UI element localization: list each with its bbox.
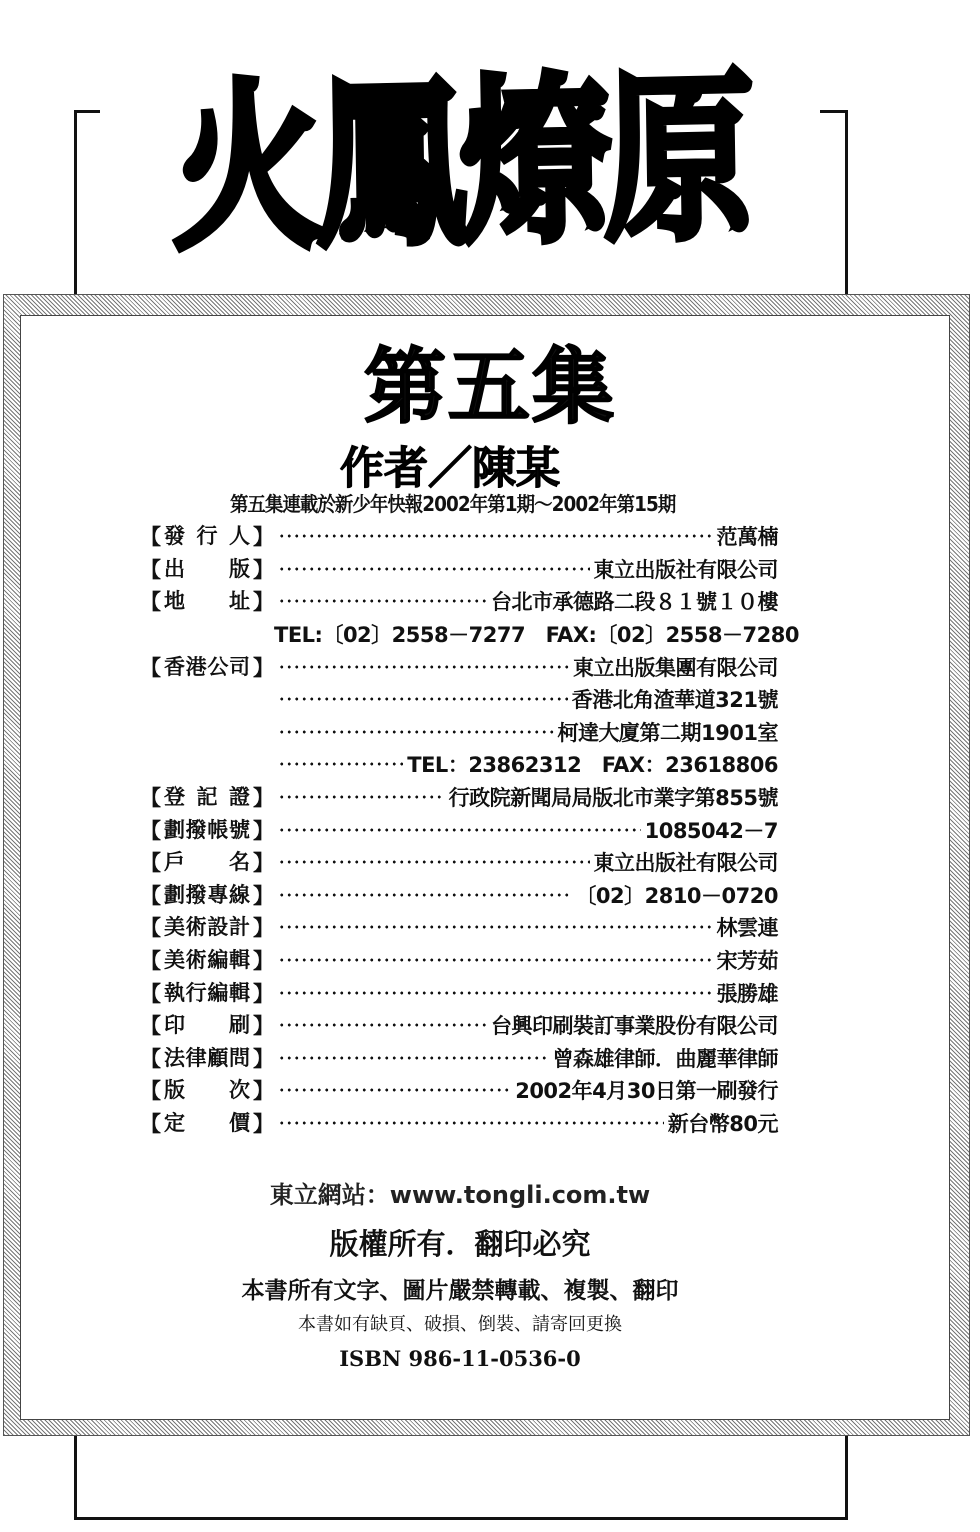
- credit-value: 香港北角渣華道321號: [571, 688, 778, 713]
- credits-list: [140, 520, 799, 1139]
- credit-value: 宋芳茹: [716, 949, 778, 974]
- label-bracket-open: 【: [140, 525, 161, 550]
- credit-label: [140, 782, 274, 812]
- credit-label-text: 定價: [164, 1110, 250, 1135]
- label-bracket-close: 】: [253, 786, 274, 811]
- credit-value: 張勝雄: [716, 981, 778, 1006]
- credit-value: 柯達大廈第二期1901室: [557, 720, 778, 745]
- dot-leader: [278, 957, 713, 963]
- credit-value: 台北市承德路二段８１號１０樓: [491, 590, 778, 615]
- credit-value: 1085042－7: [644, 818, 778, 843]
- credit-row: [140, 716, 778, 749]
- label-bracket-open: 【: [140, 949, 161, 974]
- credit-row: [140, 944, 778, 977]
- credit-label: [140, 1108, 274, 1138]
- label-bracket-open: 【: [140, 1111, 161, 1136]
- credit-row: [140, 911, 778, 944]
- credit-value: 新台幣80元: [667, 1111, 778, 1136]
- label-bracket-close: 】: [253, 525, 274, 550]
- copyright-notice: 版權所有．翻印必究: [329, 1227, 591, 1261]
- credit-value: 行政院新聞局局版北市業字第855號: [448, 786, 778, 811]
- credit-value: 曾森雄律師．曲麗華律師: [552, 1046, 778, 1071]
- label-bracket-close: 】: [253, 1111, 274, 1136]
- credit-value: 東立出版集團有限公司: [573, 655, 778, 680]
- label-bracket-open: 【: [140, 1079, 161, 1104]
- credit-label-text: 發行人: [164, 524, 250, 549]
- credit-row: [140, 1042, 778, 1075]
- series-title-logo: [100, 8, 820, 288]
- credit-row: [140, 520, 778, 553]
- dot-leader: [278, 696, 568, 702]
- credit-label: [140, 1075, 274, 1105]
- credit-label-text: 登記證: [164, 785, 250, 810]
- dot-leader: [278, 761, 403, 767]
- label-bracket-open: 【: [140, 981, 161, 1006]
- credit-label: [140, 1043, 274, 1073]
- label-bracket-open: 【: [140, 655, 161, 680]
- credit-label: [140, 815, 274, 845]
- credit-value: 林雲連: [716, 916, 778, 941]
- credit-label-text: 香港公司: [164, 654, 250, 679]
- credit-row: [140, 879, 778, 912]
- dot-leader: [278, 794, 445, 800]
- dot-leader: [278, 1120, 664, 1126]
- label-bracket-close: 】: [253, 916, 274, 941]
- credit-label-text: 出版: [164, 556, 250, 581]
- credit-value: 2002年4月30日第一刷發行: [515, 1079, 778, 1104]
- author-line: 作者／陳某: [340, 443, 560, 494]
- label-bracket-close: 】: [253, 1046, 274, 1071]
- credit-label: [140, 945, 274, 975]
- credit-row: [140, 1074, 778, 1107]
- credit-label: [140, 652, 274, 682]
- label-bracket-close: 】: [253, 851, 274, 876]
- credit-value: 台興印刷裝訂事業股份有限公司: [491, 1014, 778, 1039]
- credit-label-text: 戶名: [164, 850, 250, 875]
- label-bracket-close: 】: [253, 655, 274, 680]
- credit-value: 〔02〕2810－0720: [575, 883, 778, 908]
- dot-leader: [278, 1087, 511, 1093]
- dot-leader: [278, 859, 590, 865]
- credit-label-text: 劃撥帳號: [164, 817, 250, 842]
- reproduction-notice: 本書所有文字、圖片嚴禁轉載、複製、翻印: [241, 1277, 679, 1304]
- credit-label: [140, 1010, 274, 1040]
- credit-value: 東立出版社有限公司: [593, 557, 778, 582]
- credit-row: [140, 1107, 778, 1140]
- dot-leader: [278, 1055, 549, 1061]
- credit-row: [140, 585, 778, 618]
- credit-value: TEL:〔02〕2558－7277 FAX:〔02〕2558－7280: [274, 623, 799, 648]
- label-bracket-close: 】: [253, 590, 274, 615]
- serialization-note: 第五集連載於新少年快報2002年第1期～2002年第15期: [230, 492, 676, 516]
- credit-row: [140, 846, 778, 879]
- dot-leader: [278, 924, 713, 930]
- credit-label-text: 美術編輯: [164, 948, 250, 973]
- label-bracket-open: 【: [140, 883, 161, 908]
- label-bracket-close: 】: [253, 883, 274, 908]
- credit-value: TEL：23862312 FAX：23618806: [407, 753, 778, 778]
- credit-label: [140, 880, 274, 910]
- credit-label-text: 地址: [164, 589, 250, 614]
- credit-label: [140, 554, 274, 584]
- credit-value: 范萬楠: [716, 525, 778, 550]
- series-title: 火鳳燎原: [170, 54, 750, 276]
- dot-leader: [278, 664, 569, 670]
- credit-row: [140, 650, 778, 683]
- label-bracket-close: 】: [253, 557, 274, 582]
- volume-title: 第五集: [363, 339, 616, 435]
- isbn: ISBN 986-11-0536-0: [339, 1346, 581, 1371]
- credit-value: 東立出版社有限公司: [593, 851, 778, 876]
- credit-row: [140, 618, 799, 651]
- label-bracket-open: 【: [140, 851, 161, 876]
- label-bracket-open: 【: [140, 916, 161, 941]
- dot-leader: [278, 566, 590, 572]
- credit-row: [140, 976, 778, 1009]
- credit-row: [140, 553, 778, 586]
- dot-leader: [278, 892, 571, 898]
- credit-row: [140, 683, 778, 716]
- label-bracket-close: 】: [253, 818, 274, 843]
- label-bracket-open: 【: [140, 1046, 161, 1071]
- credit-label: [140, 847, 274, 877]
- credit-row: [140, 1009, 778, 1042]
- label-bracket-close: 】: [253, 1014, 274, 1039]
- label-bracket-close: 】: [253, 981, 274, 1006]
- credit-label-text: 美術設計: [164, 915, 250, 940]
- dot-leader: [278, 598, 487, 604]
- dot-leader: [278, 729, 554, 735]
- website-line: 東立網站：www.tongli.com.tw: [269, 1181, 651, 1209]
- dot-leader: [278, 827, 641, 833]
- credit-label: [140, 521, 274, 551]
- credit-label: [140, 586, 274, 616]
- credit-row: [140, 781, 778, 814]
- credit-label-text: 法律顧問: [164, 1045, 250, 1070]
- credit-label: [140, 912, 274, 942]
- credit-label-text: 印刷: [164, 1013, 250, 1038]
- label-bracket-open: 【: [140, 1014, 161, 1039]
- label-bracket-open: 【: [140, 786, 161, 811]
- credit-label-text: 劃撥專線: [164, 882, 250, 907]
- label-bracket-open: 【: [140, 818, 161, 843]
- credit-row: [140, 813, 778, 846]
- label-bracket-open: 【: [140, 590, 161, 615]
- credit-row: [140, 748, 778, 781]
- label-bracket-close: 】: [253, 949, 274, 974]
- return-notice: 本書如有缺頁、破損、倒裝、請寄回更換: [298, 1314, 622, 1335]
- dot-leader: [278, 990, 713, 996]
- label-bracket-open: 【: [140, 557, 161, 582]
- credit-label-text: 執行編輯: [164, 980, 250, 1005]
- credit-label-text: 版次: [164, 1078, 250, 1103]
- dot-leader: [278, 533, 713, 539]
- label-bracket-close: 】: [253, 1079, 274, 1104]
- dot-leader: [278, 1022, 487, 1028]
- credit-label: [140, 978, 274, 1008]
